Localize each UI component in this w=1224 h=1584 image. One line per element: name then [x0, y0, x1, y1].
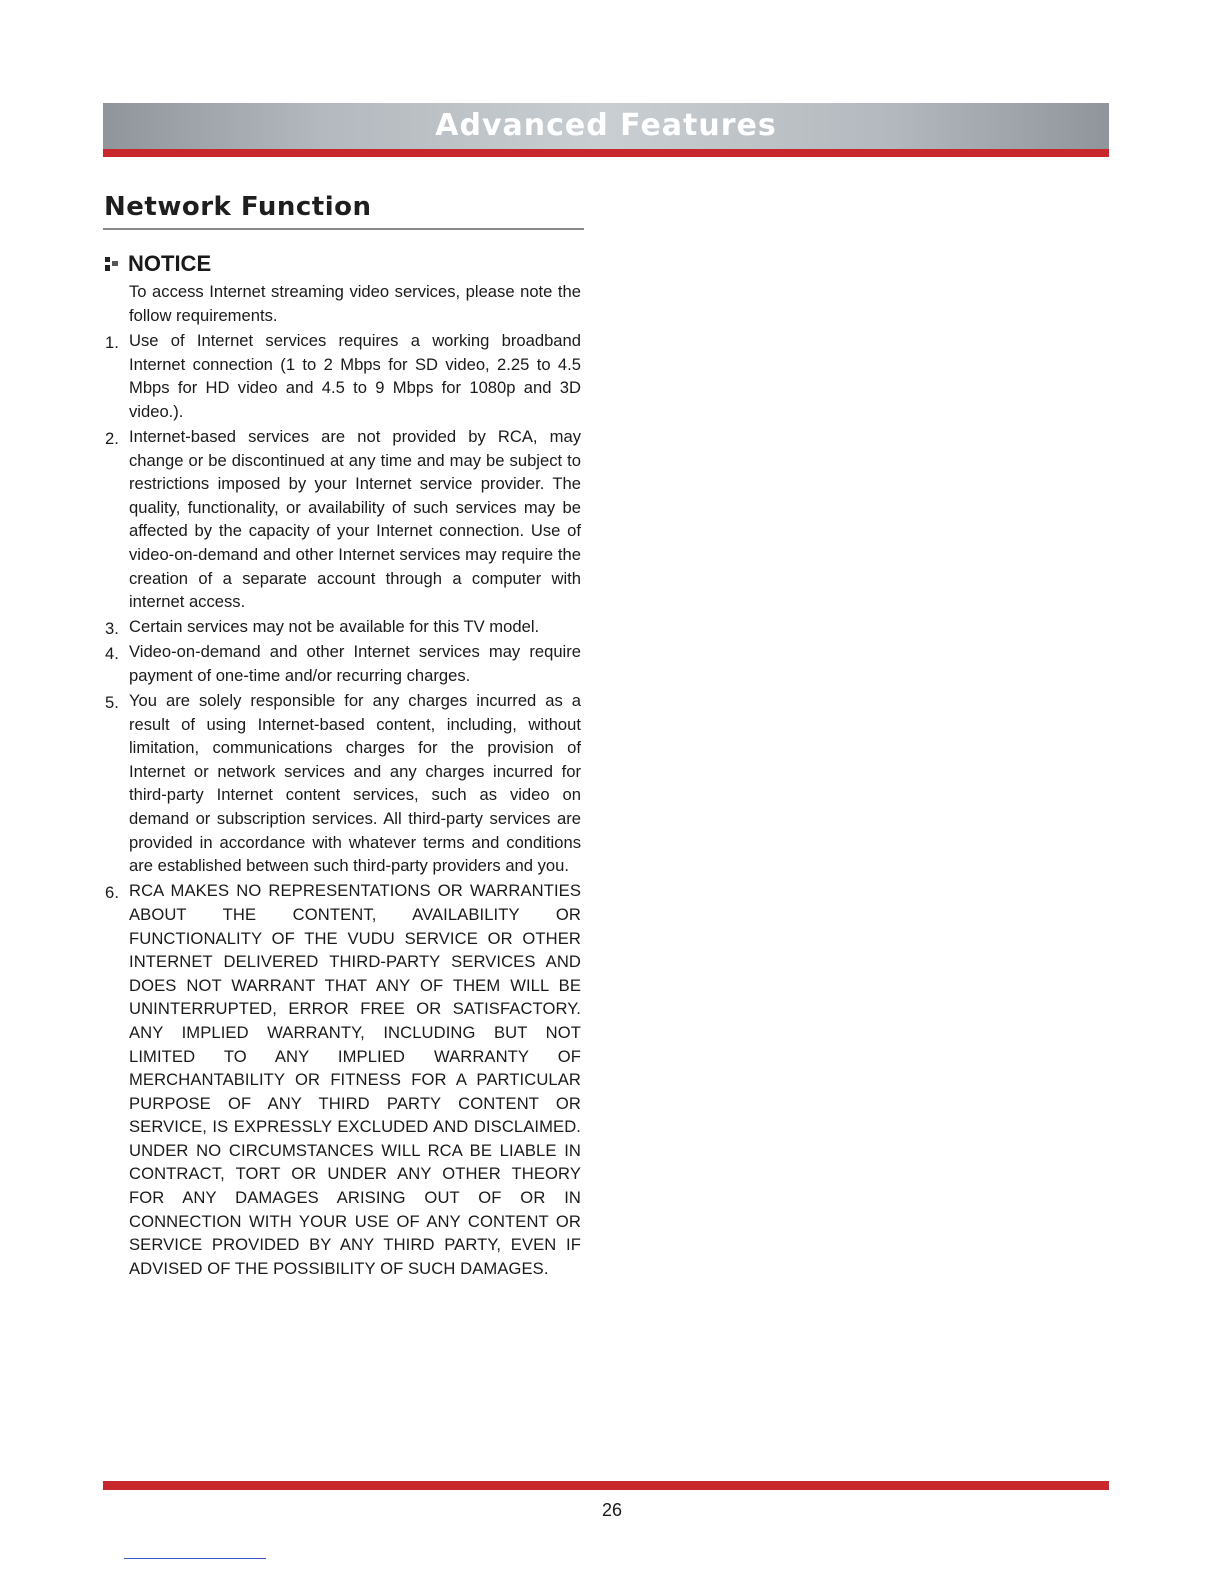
list-item-number: 2. — [105, 429, 119, 449]
notice-heading — [104, 251, 211, 277]
list-item-number: 4. — [105, 644, 119, 664]
list-item-text: Certain services may not be available for this TV model. — [129, 617, 540, 637]
list-item — [103, 425, 581, 614]
section-title: Network Function — [104, 192, 372, 222]
section-title-rule — [103, 228, 584, 230]
requirements-list — [103, 329, 581, 1280]
notice-bullet-icon — [104, 255, 120, 273]
header-accent-rule — [103, 149, 1109, 157]
list-item — [103, 689, 581, 878]
list-item-text: Video-on-demand and other Internet services may require payment of one-time and/or recurring charges. — [129, 642, 581, 685]
list-item — [103, 640, 581, 687]
footnote-rule — [124, 1558, 266, 1559]
footer-accent-rule — [103, 1481, 1109, 1490]
list-item-number: 1. — [105, 333, 119, 353]
notice-body — [103, 280, 581, 1282]
notice-label: NOTICE — [128, 251, 212, 276]
chapter-title: Advanced Features — [435, 108, 777, 143]
list-item — [103, 329, 581, 423]
list-item-text: Use of Internet services requires a working broadband Internet connection (1 to 2 Mbps for SD video, 2.25 to 4.5 Mbps for HD video and 4.5 to 9 Mbps for 1080p and 3D video.). — [129, 331, 581, 421]
list-item — [103, 879, 581, 1280]
list-item — [103, 615, 581, 639]
list-item-number: 3. — [105, 619, 119, 639]
list-item-text: You are solely responsible for any charges incurred as a result of using Internet-based content, including, without limitation, communications charges for the provision of Internet or network services and any charges incurred for third-party Internet content services, such as video on demand or subscription services. All third-party services are provided in accordance with whatever terms and conditions are established between such third-party providers and you. — [129, 691, 581, 876]
list-item-text: Internet-based services are not provided by RCA, may change or be discontinued at any time and may be subject to restrictions imposed by your Internet service provider. The quality, functionality, or availability of such services may be affected by the capacity of your Internet connection. Use of video-on-demand and other Internet services may require the creation of a separate account through a computer with internet access. — [129, 427, 581, 612]
notice-intro: To access Internet streaming video services, please note the follow requirements. — [129, 282, 581, 325]
list-item-number: 5. — [105, 693, 119, 713]
list-item-number: 6. — [105, 883, 120, 903]
chapter-header-band — [103, 103, 1109, 149]
list-item-text: RCA MAKES NO REPRESENTATIONS OR WARRANTIES ABOUT THE CONTENT, AVAILABILITY OR FUNCTIONALITY OF THE VUDU SERVICE OR OTHER INTERNET DELIVERED THIRD-PARTY SERVICES AND DOES NOT WARRANT THAT ANY OF THEM WILL BE UNINTERRUPTED, ERROR FREE OR SATISFACTORY. ANY IMPLIED WARRANTY, INCLUDING BUT NOT LIMITED TO ANY IMPLIED WARRANTY OF MERCHANTABILITY OR FITNESS FOR A PARTICULAR PURPOSE OF ANY THIRD PARTY CONTENT OR SERVICE, IS EXPRESSLY EXCLUDED AND DISCLAIMED. UNDER NO CIRCUMSTANCES WILL RCA BE LIABLE IN CONTRACT, TORT OR UNDER ANY OTHER THEORY FOR ANY DAMAGES ARISING OUT OF OR IN CONNECTION WITH YOUR USE OF ANY CONTENT OR SERVICE PROVIDED BY ANY THIRD PARTY, EVEN IF ADVISED OF THE POSSIBILITY OF SUCH DAMAGES. — [129, 881, 581, 1278]
page-number: 26 — [601, 1500, 623, 1520]
